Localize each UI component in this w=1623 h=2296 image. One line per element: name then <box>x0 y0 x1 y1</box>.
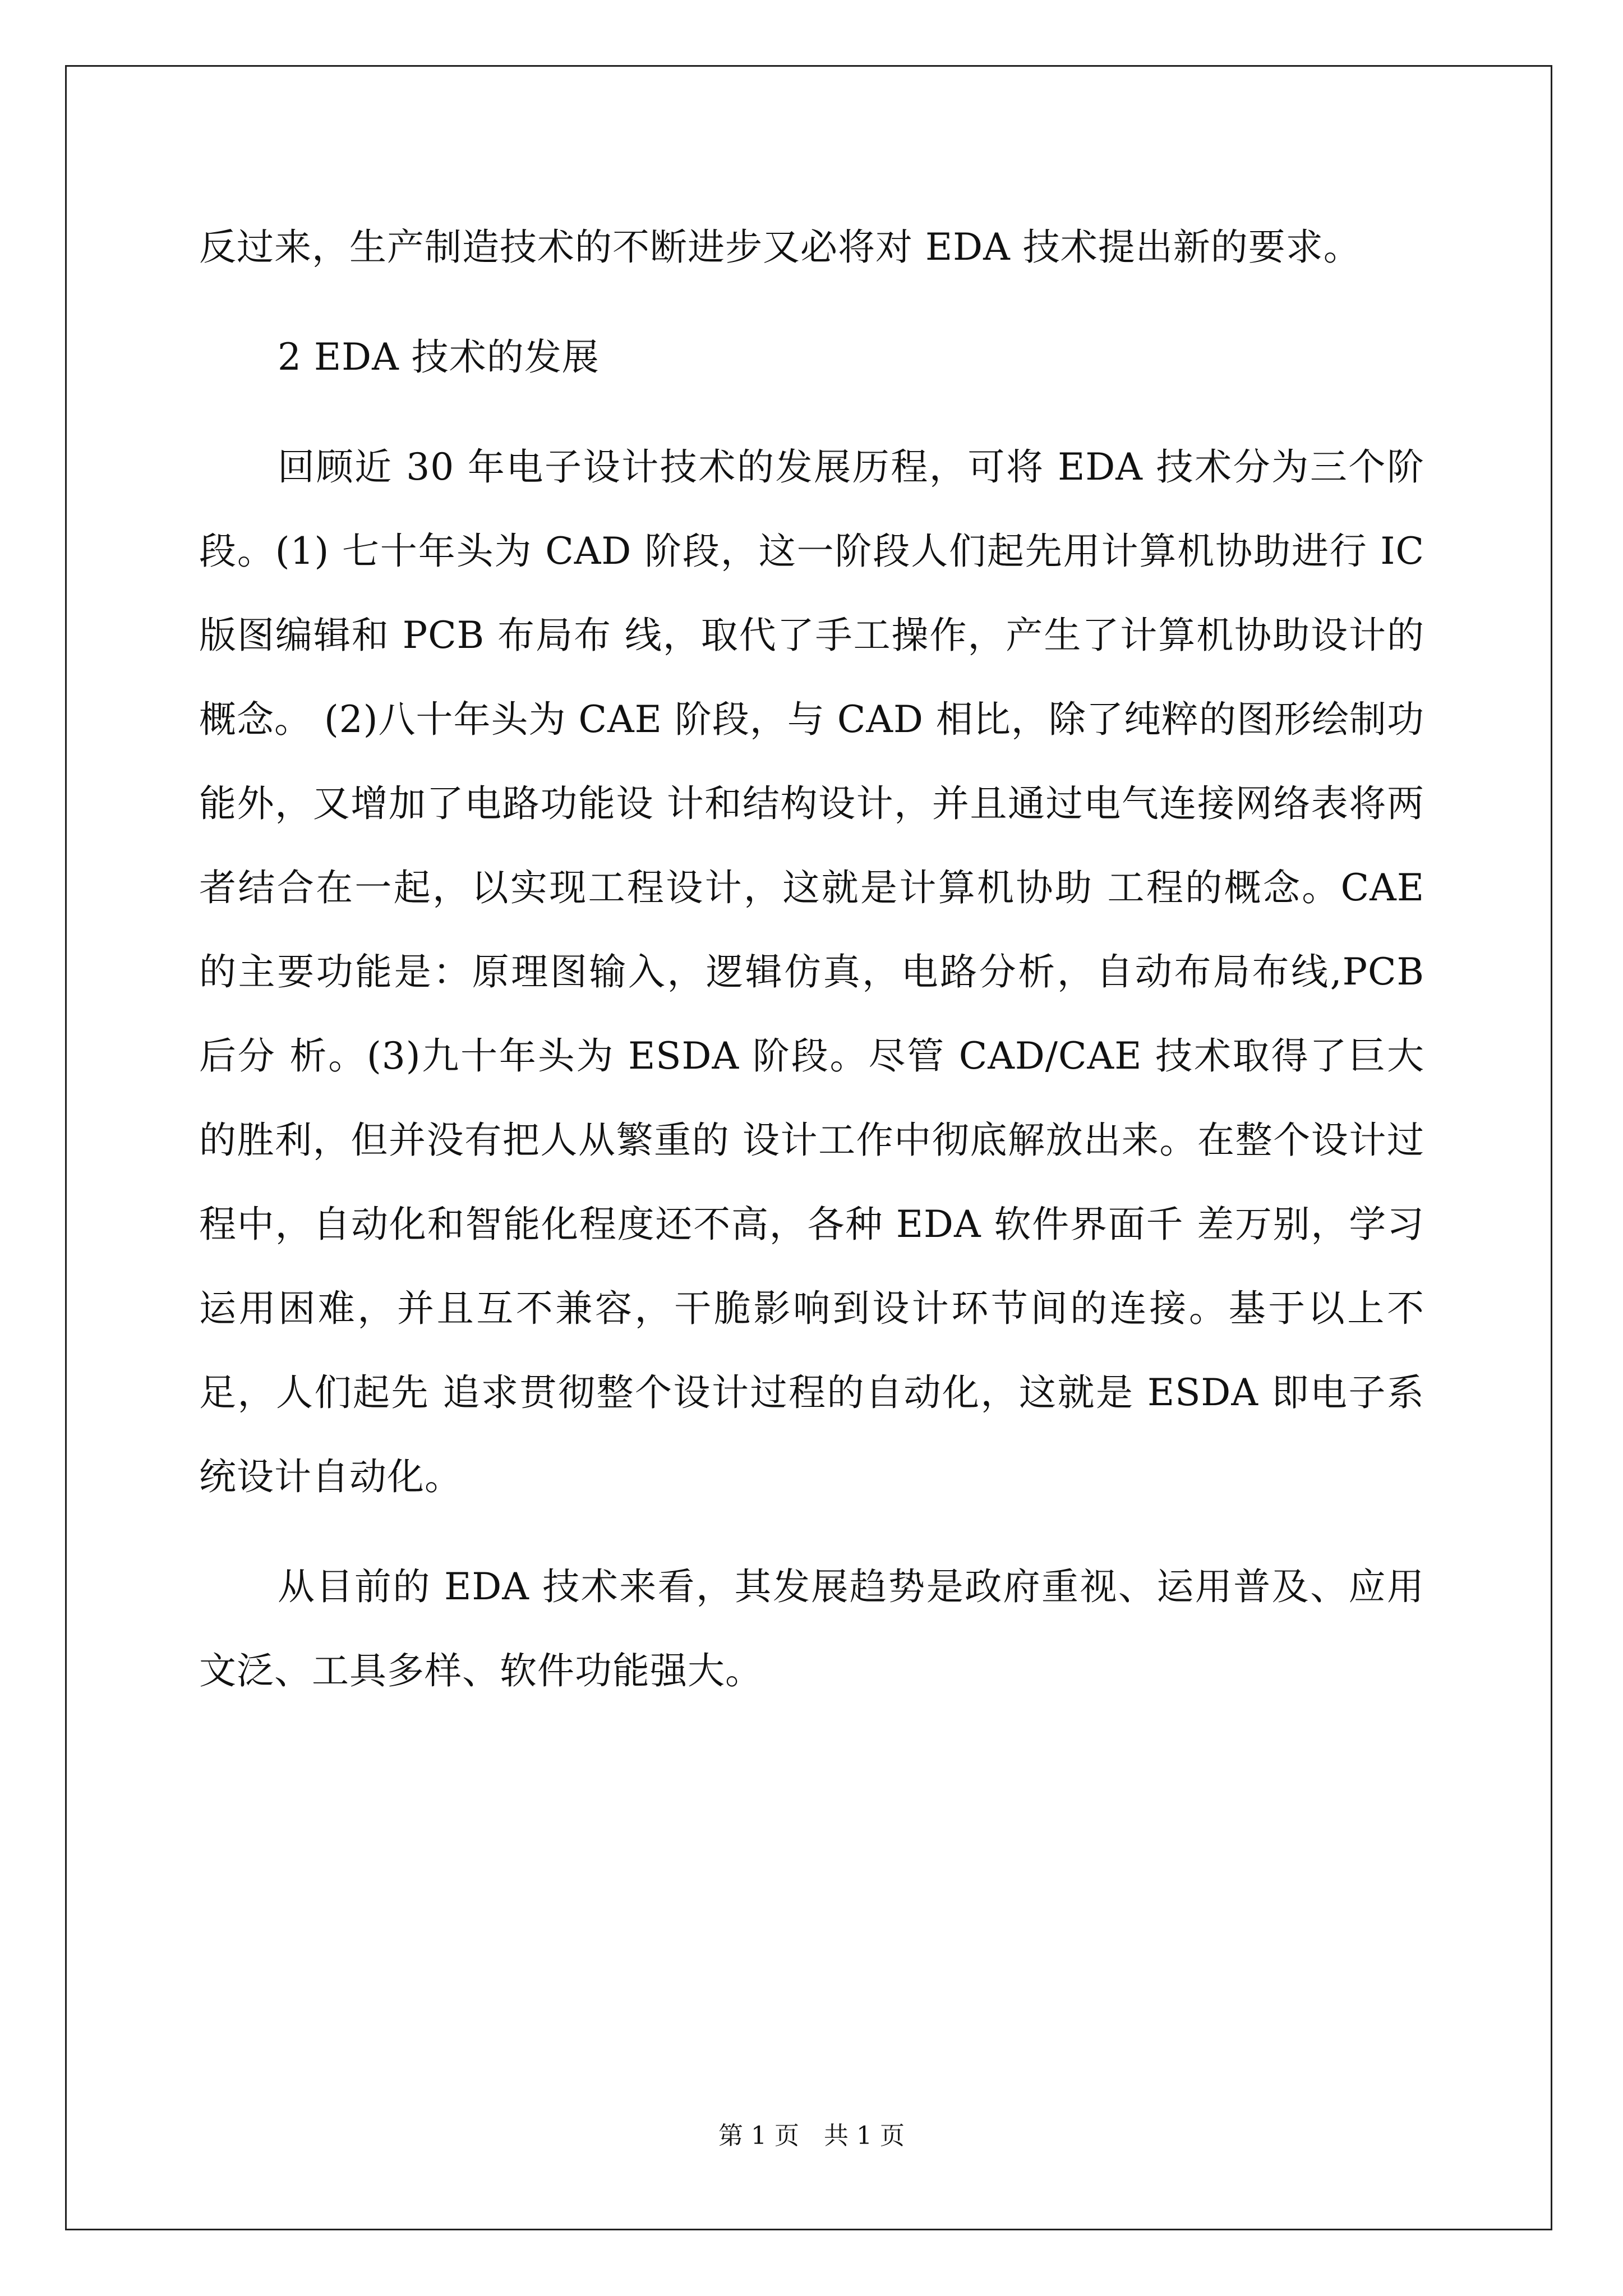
paragraph-trend: 从目前的 EDA 技术来看，其发展趋势是政府重视、运用普及、应用文泛、工具多样、软件功能强大。 <box>199 1565 1424 1692</box>
paragraph-history: 回顾近 30 年电子设计技术的发展历程，可将 EDA 技术分为三个阶段。(1) 七十年头为 CAD 阶段，这一阶段人们起先用计算机协助进行 IC 版图编辑和 PCB 布局布 线，取代了手工操作，产生了计算机协助设计的概念。 (2)八十年头为 CAE 阶段，与 CAD 相比，除了纯粹的图形绘制功能外，又增加了电路功能设 计和结构设计，并且通过电气连接网络表将两者结合在一起，以实现工程设计，这就是计算机协助 工程的概念。CAE 的主要功能是：原理图输入，逻辑仿真，电路分析，自动布局布线,PCB 后分 析。(3)九十年头为 ESDA 阶段。尽管 CAD/CAE 技术取得了巨大的胜利，但并没有把人从繁重的 设计工作中彻底解放出来。在整个设计过程中，自动化和智能化程度还不高，各种 EDA 软件界面千 差万别，学习运用困难，并且互不兼容，干脆影响到设计环节间的连接。基于以上不足，人们起先 追求贯彻整个设计过程的自动化，这就是 ESDA 即电子系统设计自动化。 <box>199 445 1424 1498</box>
page-number: 第 1 页 共 1 页 <box>718 2122 905 2150</box>
paragraph-continuation: 反过来，生产制造技术的不断进步又必将对 EDA 技术提出新的要求。 <box>199 226 1361 269</box>
section-heading: 2 EDA 技术的发展 <box>278 335 600 379</box>
document-body <box>199 205 1424 1739</box>
